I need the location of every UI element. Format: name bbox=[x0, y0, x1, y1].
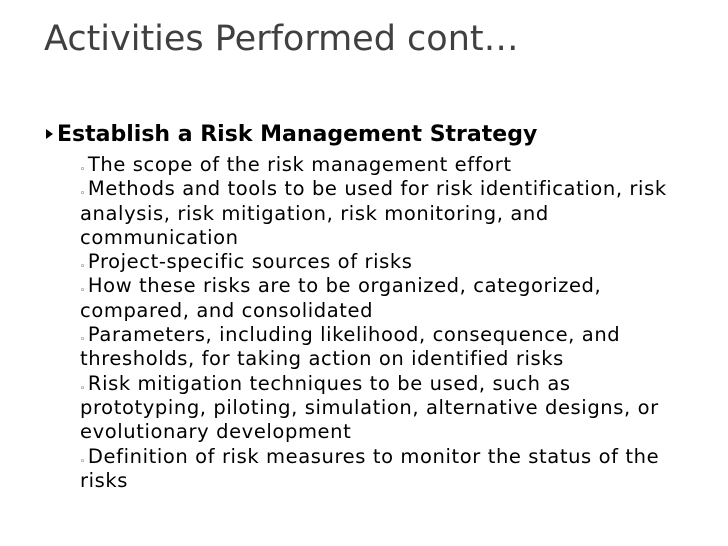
sub-bullet-item bbox=[80, 250, 690, 274]
sub-bullet-list bbox=[80, 153, 690, 493]
circle-bullet-icon: ◦ bbox=[80, 286, 86, 297]
circle-bullet-icon: ◦ bbox=[80, 335, 86, 346]
sub-bullet-item bbox=[80, 372, 690, 445]
circle-bullet-icon: ◦ bbox=[80, 189, 86, 200]
sub-bullet-text: Risk mitigation techniques to be used, such as prototyping, piloting, simulation, alternative designs, or evolutionary development bbox=[80, 371, 659, 444]
circle-bullet-icon: ◦ bbox=[80, 262, 86, 273]
sub-bullet-text: The scope of the risk management effort bbox=[87, 153, 512, 176]
sub-bullet-item bbox=[80, 323, 690, 372]
slide-title: Activities Performed cont… bbox=[44, 19, 519, 59]
circle-bullet-icon: ◦ bbox=[80, 383, 86, 394]
sub-bullet-text: Parameters, including likelihood, consequence, and thresholds, for taking action on identified risks bbox=[80, 323, 621, 371]
sub-bullet-text: Project-specific sources of risks bbox=[87, 250, 413, 274]
sub-bullet-item bbox=[80, 153, 690, 177]
main-bullet bbox=[46, 120, 706, 150]
sub-bullet-text: Methods and tools to be used for risk identification, risk analysis, risk mitigation, risk monitoring, and communication bbox=[80, 177, 667, 249]
sub-bullet-text: Definition of risk measures to monitor the status of the risks bbox=[80, 444, 660, 492]
main-bullet-text: Establish a Risk Management Strategy bbox=[57, 122, 538, 147]
circle-bullet-icon: ◦ bbox=[80, 456, 86, 467]
triangle-bullet-icon bbox=[46, 129, 53, 139]
sub-bullet-item bbox=[80, 445, 690, 494]
circle-bullet-icon: ◦ bbox=[80, 165, 86, 175]
sub-bullet-text: How these risks are to be organized, categorized, compared, and consolidated bbox=[80, 274, 602, 322]
sub-bullet-item bbox=[80, 177, 690, 250]
sub-bullet-item bbox=[80, 274, 690, 323]
